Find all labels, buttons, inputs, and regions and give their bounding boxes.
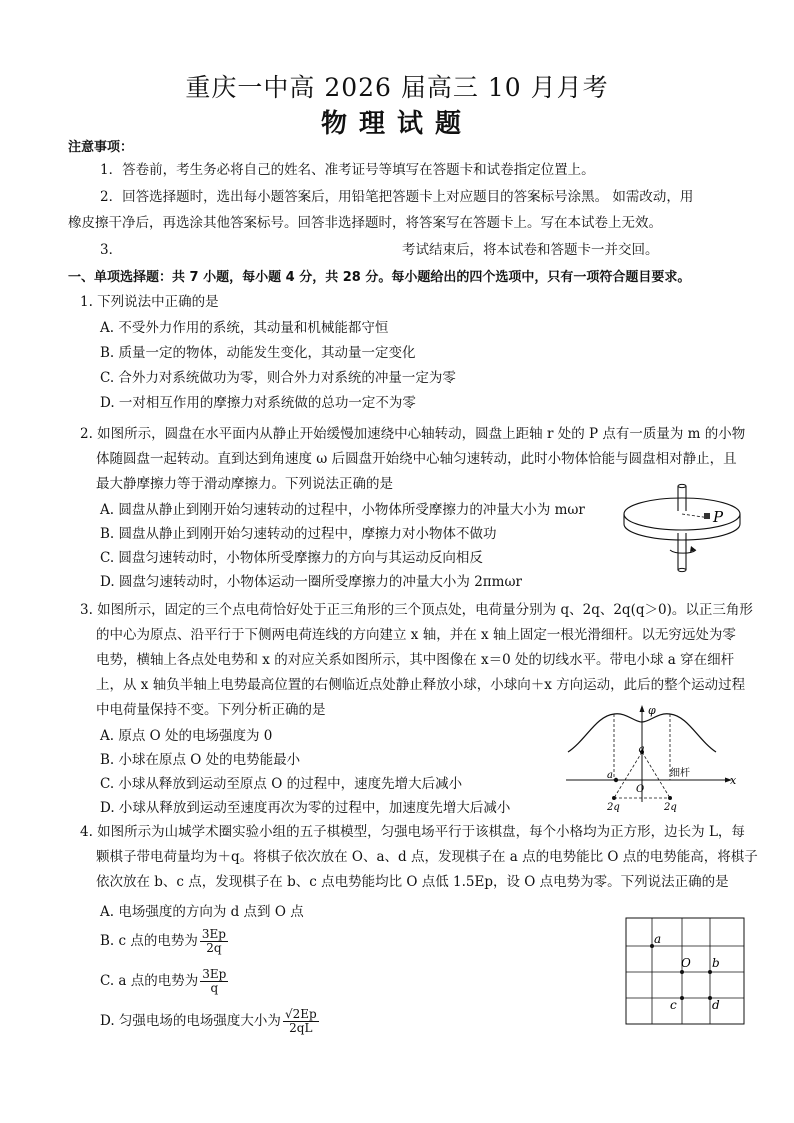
charge-2q-left-label: 2q (607, 802, 620, 812)
q1-stem: 1. 下列说法中正确的是 (80, 294, 219, 310)
q4-option-c-numerator: 3Ep (202, 967, 227, 981)
q2-stem-line-1: 2. 如图所示，圆盘在水平面内从静止开始缓慢加速绕中心轴转动，圆盘上距轴 r 处的 P 点有一质量为 m 的小物 (80, 426, 746, 442)
q4-board-figure (624, 916, 748, 1028)
q4-stem-line-1: 4. 如图所示为山城学术圈实验小组的五子棋模型，匀强电场平行于该棋盘，每个小格均为正方形，边长为 L，每 (80, 824, 745, 840)
exam-subtitle: 物理试题 (320, 109, 473, 139)
q4-option-d-fraction (283, 1008, 319, 1035)
notice-item-2-line-1: 2．回答选择题时，选出每小题答案后，用铅笔把答题卡上对应题目的答案标号涂黑。 如需改动，用 (100, 189, 694, 205)
q3-option-a: A. 原点 O 处的电场强度为 0 (100, 728, 273, 744)
q4-option-b-fraction (200, 928, 228, 955)
q2-option-d: D. 圆盘匀速转动时，小物体运动一圈所受摩擦力的冲量大小为 2πmωr (100, 574, 522, 590)
q2-option-c: C. 圆盘匀速转动时，小物体所受摩擦力的方向与其运动反向相反 (100, 550, 483, 566)
q4-option-b-denominator: 2q (206, 941, 222, 955)
phi-axis-label: φ (648, 704, 656, 717)
rod-label: 细杆 (670, 768, 690, 779)
q3-stem-line-3: 电势，横轴上各点处电势和 x 的对应关系如图所示，其中图像在 x＝0 处的切线水平。带电小球 a 穿在细杆 (96, 652, 735, 668)
q2-option-b: B. 圆盘从静止到刚开始匀速转动的过程中，摩擦力对小物体不做功 (100, 526, 497, 542)
notice-heading: 注意事项： (68, 140, 134, 155)
origin-o-label: O (636, 784, 645, 795)
q3-option-d: D. 小球从释放到运动至速度再次为零的过程中，加速度先增大后减小 (100, 800, 511, 816)
notice-item-2-line-2: 橡皮擦干净后，再选涂其他答案标号。回答非选择题时，将答案写在答题卡上。写在本试卷上无效。 (68, 215, 662, 231)
q4-option-b-numerator: 3Ep (201, 927, 226, 941)
q4-option-c (100, 968, 230, 995)
q4-option-d-denominator: 2qL (289, 1021, 313, 1035)
q4-option-c-denominator: q (210, 981, 219, 995)
q3-option-c: C. 小球从释放到运动至原点 O 的过程中，速度先增大后减小 (100, 776, 463, 792)
point-p-label: P (713, 508, 724, 526)
q1-option-a: A. 不受外力作用的系统，其动量和机械能都守恒 (100, 320, 389, 336)
q4-stem-line-3: 依次放在 b、c 点，发现棋子在 b、c 点电势能均比 O 点低 1.5Ep，设 O 点电势为零。下列说法正确的是 (96, 874, 729, 890)
q3-stem-line-2: 的中心为原点、沿平行于下侧两电荷连线的方向建立 x 轴，并在 x 轴上固定一根光滑细杆。以无穷远处为零 (96, 627, 736, 643)
x-axis-label: x (730, 774, 737, 787)
point-d-label: d (712, 998, 720, 1012)
charge-2q-right-label: 2q (664, 802, 677, 812)
point-b (708, 970, 712, 974)
q2-stem-line-3: 最大静摩擦力等于滑动摩擦力。下列说法正确的是 (96, 476, 393, 492)
q1-option-b: B. 质量一定的物体，动能发生变化，其动量一定变化 (100, 345, 416, 361)
charge-q-label: q (638, 744, 645, 755)
q3-potential-figure (566, 702, 738, 812)
q4-option-b (100, 928, 230, 955)
q4-option-d (100, 1008, 321, 1035)
q3-option-b: B. 小球在原点 O 处的电势能最小 (100, 752, 301, 768)
q3-stem-line-5: 中电荷量保持不变。下列分析正确的是 (96, 702, 326, 718)
point-c-label: c (670, 998, 677, 1012)
notice-item-3-number: 3． (100, 242, 123, 258)
ball-a-label: a (607, 770, 613, 781)
section-1-heading: 一、单项选择题：共 7 小题，每小题 4 分，共 28 分。每小题给出的四个选项中，只有一项符合题目要求。 (68, 270, 691, 285)
point-b-label: b (712, 956, 720, 970)
q4-option-b-prefix: B. c 点的电势为 (100, 933, 198, 949)
q3-stem-line-4: 上，从 x 轴负半轴上电势最高位置的右侧临近点处静止释放小球，小球向＋x 方向运动，此后的整个运动过程 (96, 677, 746, 693)
notice-item-1: 1．答卷前，考生务必将自己的姓名、准考证号等填写在答题卡和试卷指定位置上。 (100, 162, 595, 178)
q2-option-a: A. 圆盘从静止到刚开始匀速转动的过程中，小物体所受摩擦力的冲量大小为 mωr (100, 502, 585, 518)
q1-option-d: D. 一对相互作用的摩擦力对系统做的总功一定不为零 (100, 395, 416, 411)
q4-stem-line-2: 颗棋子带电荷量均为＋q。将棋子依次放在 O、a、d 点，发现棋子在 a 点的电势能比 O 点的电势能高，将棋子 (96, 849, 758, 865)
q4-option-d-numerator: √2Ep (284, 1007, 317, 1021)
block-p (704, 513, 710, 519)
q3-stem-line-1: 3. 如图所示，固定的三个点电荷恰好处于正三角形的三个顶点处，电荷量分别为 q、2q、2q(q＞0)。以正三角形 (80, 602, 753, 618)
ball-a (614, 778, 618, 782)
q1-option-c: C. 合外力对系统做功为零，则合外力对系统的冲量一定为零 (100, 370, 456, 386)
point-o-label: O (681, 956, 691, 970)
point-o (680, 970, 684, 974)
q2-stem-line-2: 体随圆盘一起转动。直到达到角速度 ω 后圆盘开始绕中心轴匀速转动，此时小物体恰能与圆盘相对静止，且 (96, 451, 737, 467)
exam-title: 重庆一中高 2026 届高三 10 月月考 (185, 73, 609, 102)
q4-option-c-prefix: C. a 点的电势为 (100, 973, 199, 989)
q2-disc-figure (620, 478, 750, 578)
q4-option-a: A. 电场强度的方向为 d 点到 O 点 (100, 904, 304, 920)
point-c (680, 996, 684, 1000)
point-a-label: a (654, 932, 662, 946)
q4-option-c-fraction (200, 968, 228, 995)
notice-item-3-text: 考试结束后，将本试卷和答题卡一并交回。 (402, 242, 659, 258)
q4-option-d-prefix: D. 匀强电场的电场强度大小为 (100, 1013, 281, 1029)
